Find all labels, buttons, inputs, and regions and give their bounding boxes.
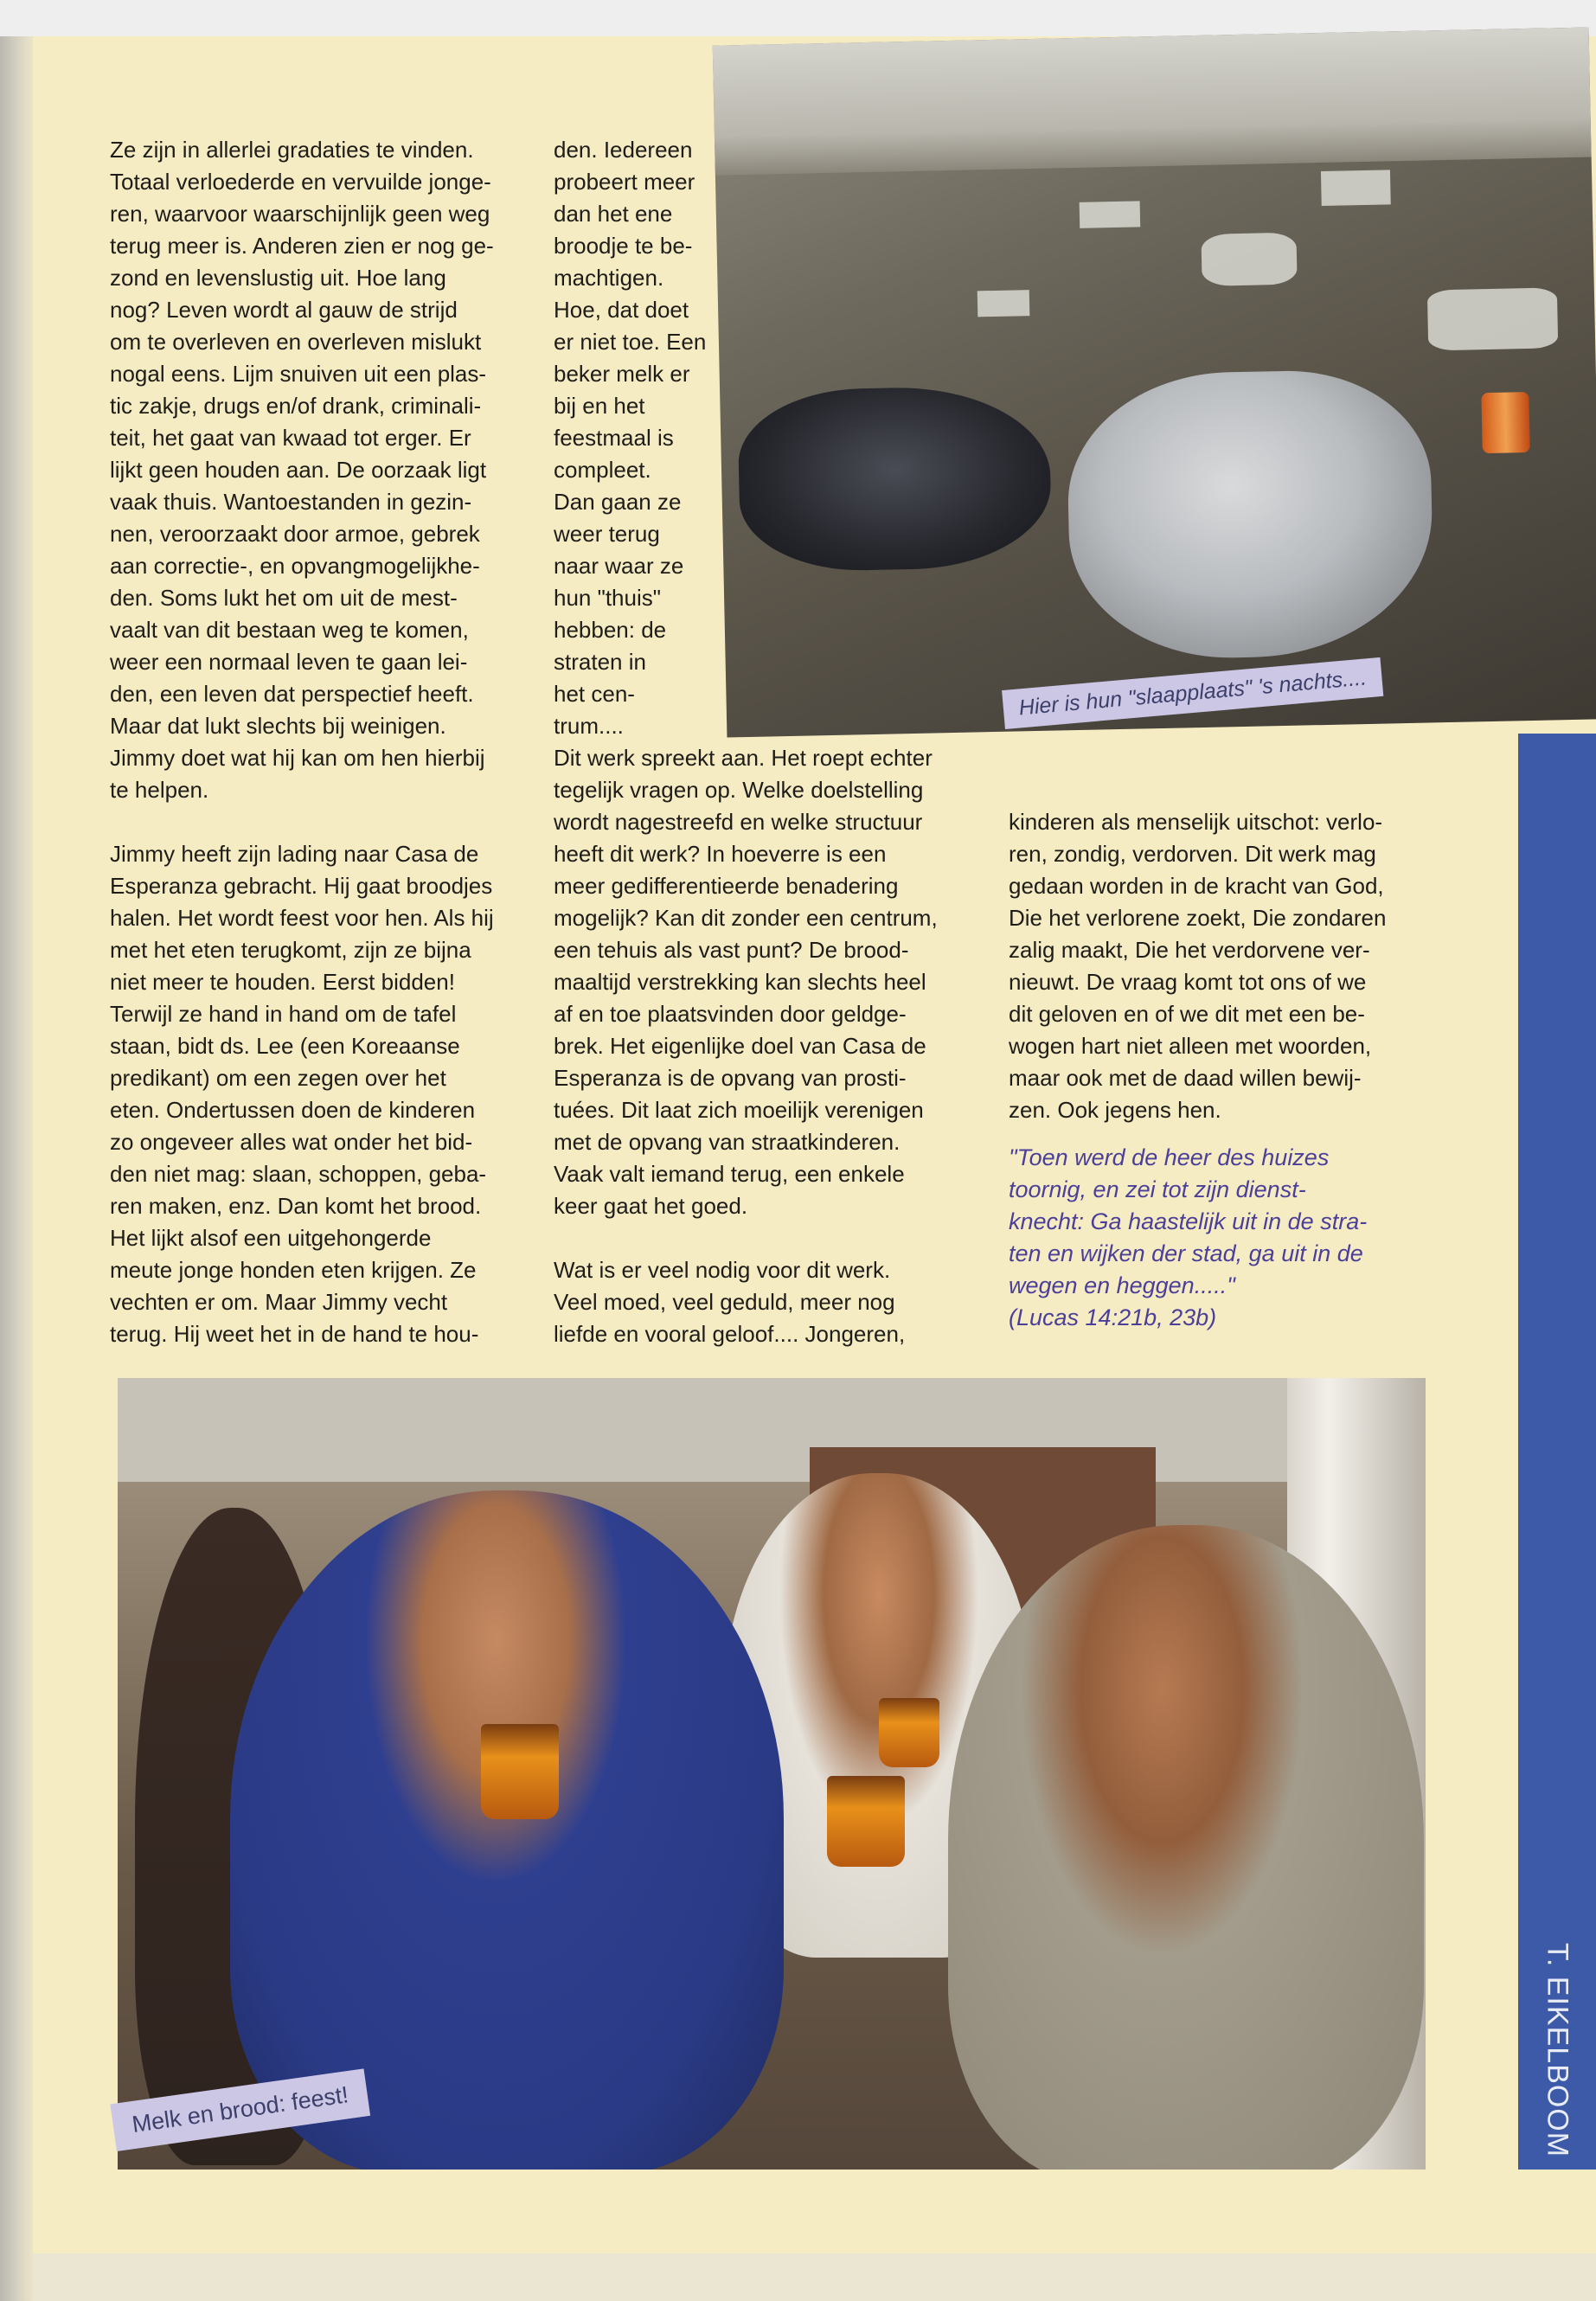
photo-wall [713,27,1592,175]
author-credit [1518,1942,1596,2158]
photo-sleeping-place [713,27,1596,737]
cup-of-milk [879,1698,939,1767]
black-plastic-bag [737,385,1052,573]
caption-milk-bread: Melk en brood: feest! [110,2068,370,2151]
page-bottom-margin [33,2253,1596,2301]
caption-sleeping-place: Hier is hun "slaapplaats" 's nachts.... [1002,657,1384,729]
paragraph: Ze zijn in allerlei gradaties te vinden. Totaal verloederde en vervuilde jonge- ren, waarvoor waarschijnlijk geen weg terug meer is. Anderen zien er nog ge- zond en levenslustig uit. Hoe lang nog? Leven wordt al gauw de strijd om te overleven en overleven mislukt nogal eens. Lijm snuiven uit een plas- tic zakje, drugs en/of drank, criminali- teit, het gaat van kwaad tot erger. Er lijkt geen houden aan. De oorzaak ligt vaak thuis. Wantoestanden in gezin- nen, veroorzaakt door armoe, gebrek aan correctie-, en opvangmogelijkhe- den. Soms lukt het om uit de mest- vaalt van dit bestaan weg te komen, weer een normaal leven te gaan lei- den, een leven dat perspectief heeft. Maar dat lukt slechts bij weinigen. Jimmy doet wat hij kan om hen hierbij te helpen. [110,137,494,803]
paragraph: den. Iedereen probeert meer dan het ene broodje te be- machtigen. Hoe, dat doet er niet toe. Een beker melk er bij en het feestmaal is compleet. Dan gaan ze weer terug naar waar ze hun "thuis" hebben: de straten in het cen- trum.... [554,137,707,739]
trash-piece [1080,201,1141,228]
text-column-middle-narrow [554,134,731,742]
text-column-right [1009,806,1433,1334]
paint-can [1481,392,1529,453]
paragraph: Wat is er veel nodig voor dit werk. Veel moed, veel geduld, meer nog liefde en vooral geloof.... Jongeren, [554,1257,906,1347]
text-column-middle [554,742,973,1350]
boy-right-figure [948,1525,1424,2170]
bible-quote: "Toen werd de heer des huizes toornig, en zei tot zijn dienst- knecht: Ga haastelijk uit in de stra- ten en wijken der stad, ga uit in de wegen en heggen....." (Lucas 14:21b, 23b) [1009,1144,1368,1330]
trash-piece [1201,233,1297,286]
boy-left-figure [230,1490,784,2170]
photo-children-drinking [118,1378,1426,2170]
paragraph: Dit werk spreekt aan. Het roept echter tegelijk vragen op. Welke doelstelling wordt nagestreefd en welke structuur heeft dit werk? In hoeverre is een meer gedifferentieerde benadering mogelijk? Kan dit zonder een centrum, een tehuis als vast punt? De brood- maaltijd verstrekking kan slechts heel af en toe plaatsvinden door geldge- brek. Het eigenlijke doel van Casa de Esperanza is de opvang van prosti- tuées. Dit laat zich moeilijk verenigen met de opvang van straatkinderen. Vaak valt iemand terug, een enkele keer gaat het goed. [554,745,938,1219]
scan-top-margin [0,0,1596,36]
text-column-left [110,134,542,1350]
paragraph: kinderen als menselijk uitschot: verlo- ren, zondig, verdorven. Dit werk mag gedaan worden in de kracht van God, Die het verlorene zoekt, Die zondaren zalig maakt, Die het verdorvene ver- nieuwt. De vraag komt tot ons of we dit geloven en of we dit met een be- wogen hart niet alleen met woorden, maar ook met de daad willen bewij- zen. Ook jegens hen. [1009,809,1387,1123]
paragraph: Jimmy heeft zijn lading naar Casa de Esperanza gebracht. Hij gaat broodjes halen. Het wordt feest voor hen. Als hij met het eten terugkomt, zijn ze bijna niet meer te houden. Eerst bidden! Terwijl ze hand in hand om de tafel staan, bidt ds. Lee (een Koreaanse predikant) om een zegen over het eten. Ondertussen doen de kinderen zo ongeveer alles wat onder het bid- den niet mag: slaan, schoppen, geba- ren maken, enz. Dan komt het brood. Het lijkt alsof een uitgehongerde meute jonge honden eten krijgen. Ze vechten er om. Maar Jimmy vecht terug. Hij weet het in de hand te hou- [110,841,494,1347]
author-name: T. EIKELBOOM [1541,1942,1574,2158]
trash-piece [977,290,1030,317]
trash-piece [1321,170,1391,206]
photo-back-wall [118,1378,1426,1482]
cup-of-milk [827,1776,905,1867]
clear-plastic-sheet [1066,368,1435,661]
cup-of-milk [481,1724,559,1819]
trash-piece [1427,287,1558,350]
binding-edge [0,36,33,2301]
